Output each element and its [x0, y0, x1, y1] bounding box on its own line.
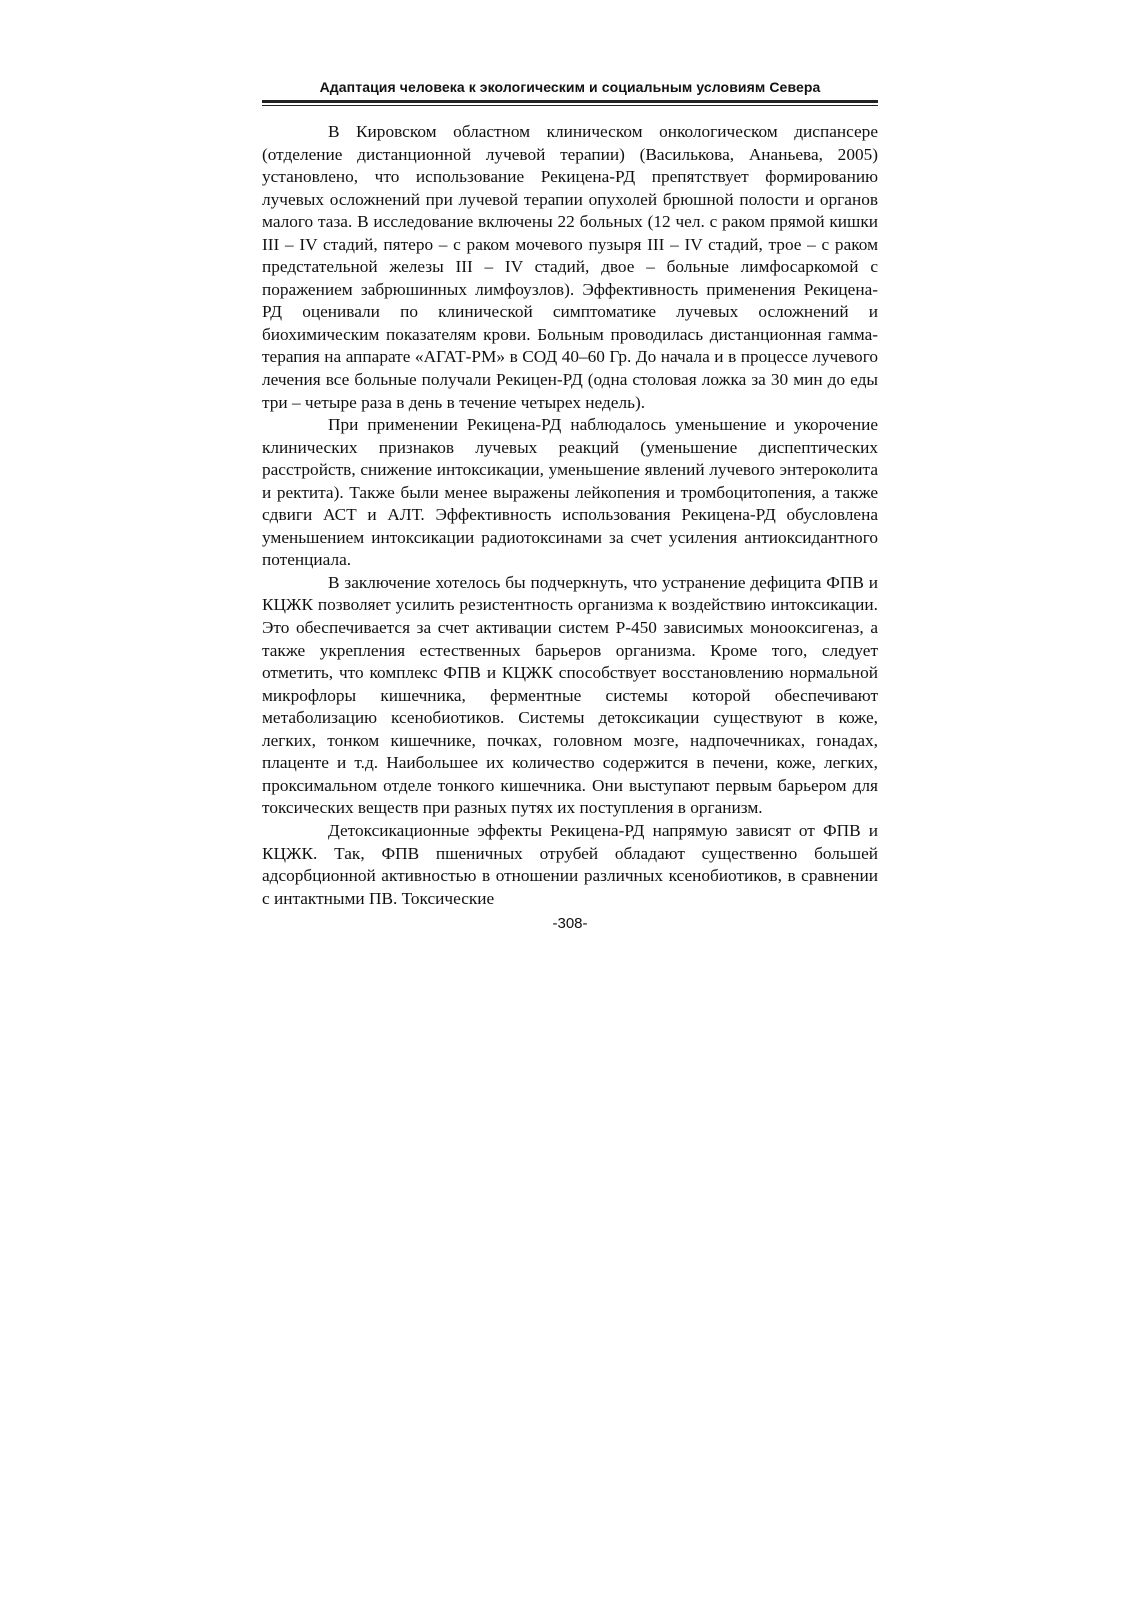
- body-text: [262, 121, 878, 910]
- page-content: [262, 78, 878, 934]
- paragraph: В Кировском областном клиническом онкологическом диспансере (отделение дистанционной лучевой терапии) (Василькова, Ананьева, 2005) установлено, что использование Рекицена-РД препятствует формированию лучевых осложнений при лучевой терапии опухолей брюшной полости и органов малого таза. В исследование включены 22 больных (12 чел. с раком прямой кишки III – IV стадий, пятеро – с раком мочевого пузыря III – IV стадий, трое – с раком предстательной железы III – IV стадий, двое – больные лимфосаркомой с поражением забрюшинных лимфоузлов). Эффективность применения Рекицена-РД оценивали по клинической симптоматике лучевых осложнений и биохимическим показателям крови. Больным проводилась дистанционная гамма-терапия на аппарате «АГАТ-РМ» в СОД 40–60 Гр. До начала и в процессе лучевого лечения все больные получали Рекицен-РД (одна столовая ложка за 30 мин до еды три – четыре раза в день в течение четырех недель).: [262, 122, 878, 412]
- header-rule-thin: [262, 105, 878, 106]
- paragraph: В заключение хотелось бы подчеркнуть, что устранение дефицита ФПВ и КЦЖК позволяет усилить резистентность организма к воздействию интоксикации. Это обеспечивается за счет активации систем Р-450 зависимых монооксигеназ, а также укрепления естественных барьеров организма. Кроме того, следует отметить, что комплекс ФПВ и КЦЖК способствует восстановлению нормальной микрофлоры кишечника, ферментные системы которой обеспечивают метаболизацию ксенобиотиков. Системы детоксикации существуют в коже, легких, тонком кишечнике, почках, головном мозге, надпочечниках, гонадах, плаценте и т.д. Наибольшее их количество содержится в печени, коже, легких, проксимальном отделе тонкого кишечника. Они выступают первым барьером для токсических веществ при разных путях их поступления в организм.: [262, 572, 878, 818]
- paragraph: При применении Рекицена-РД наблюдалось уменьшение и укорочение клинических признаков лучевых реакций (уменьшение диспептических расстройств, снижение интоксикации, уменьшение явлений лучевого энтероколита и ректита). Также были менее выражены лейкопения и тромбоцитопения, а также сдвиги АСТ и АЛТ. Эффективность использования Рекицена-РД обусловлена уменьшением интоксикации радиотоксинами за счет усиления антиоксидантного потенциала.: [262, 415, 878, 570]
- paragraph: Детоксикационные эффекты Рекицена-РД напрямую зависят от ФПВ и КЦЖК. Так, ФПВ пшеничных отрубей обладают существенно большей адсорбционной активностью в отношении различных ксенобиотиков, в сравнении с интактными ПВ. Токсические: [262, 820, 878, 908]
- page-number: -308-: [552, 915, 588, 933]
- header-rule-thick: [262, 100, 878, 103]
- running-header-title: Адаптация человека к экологическим и социальным условиям Севера: [319, 79, 821, 95]
